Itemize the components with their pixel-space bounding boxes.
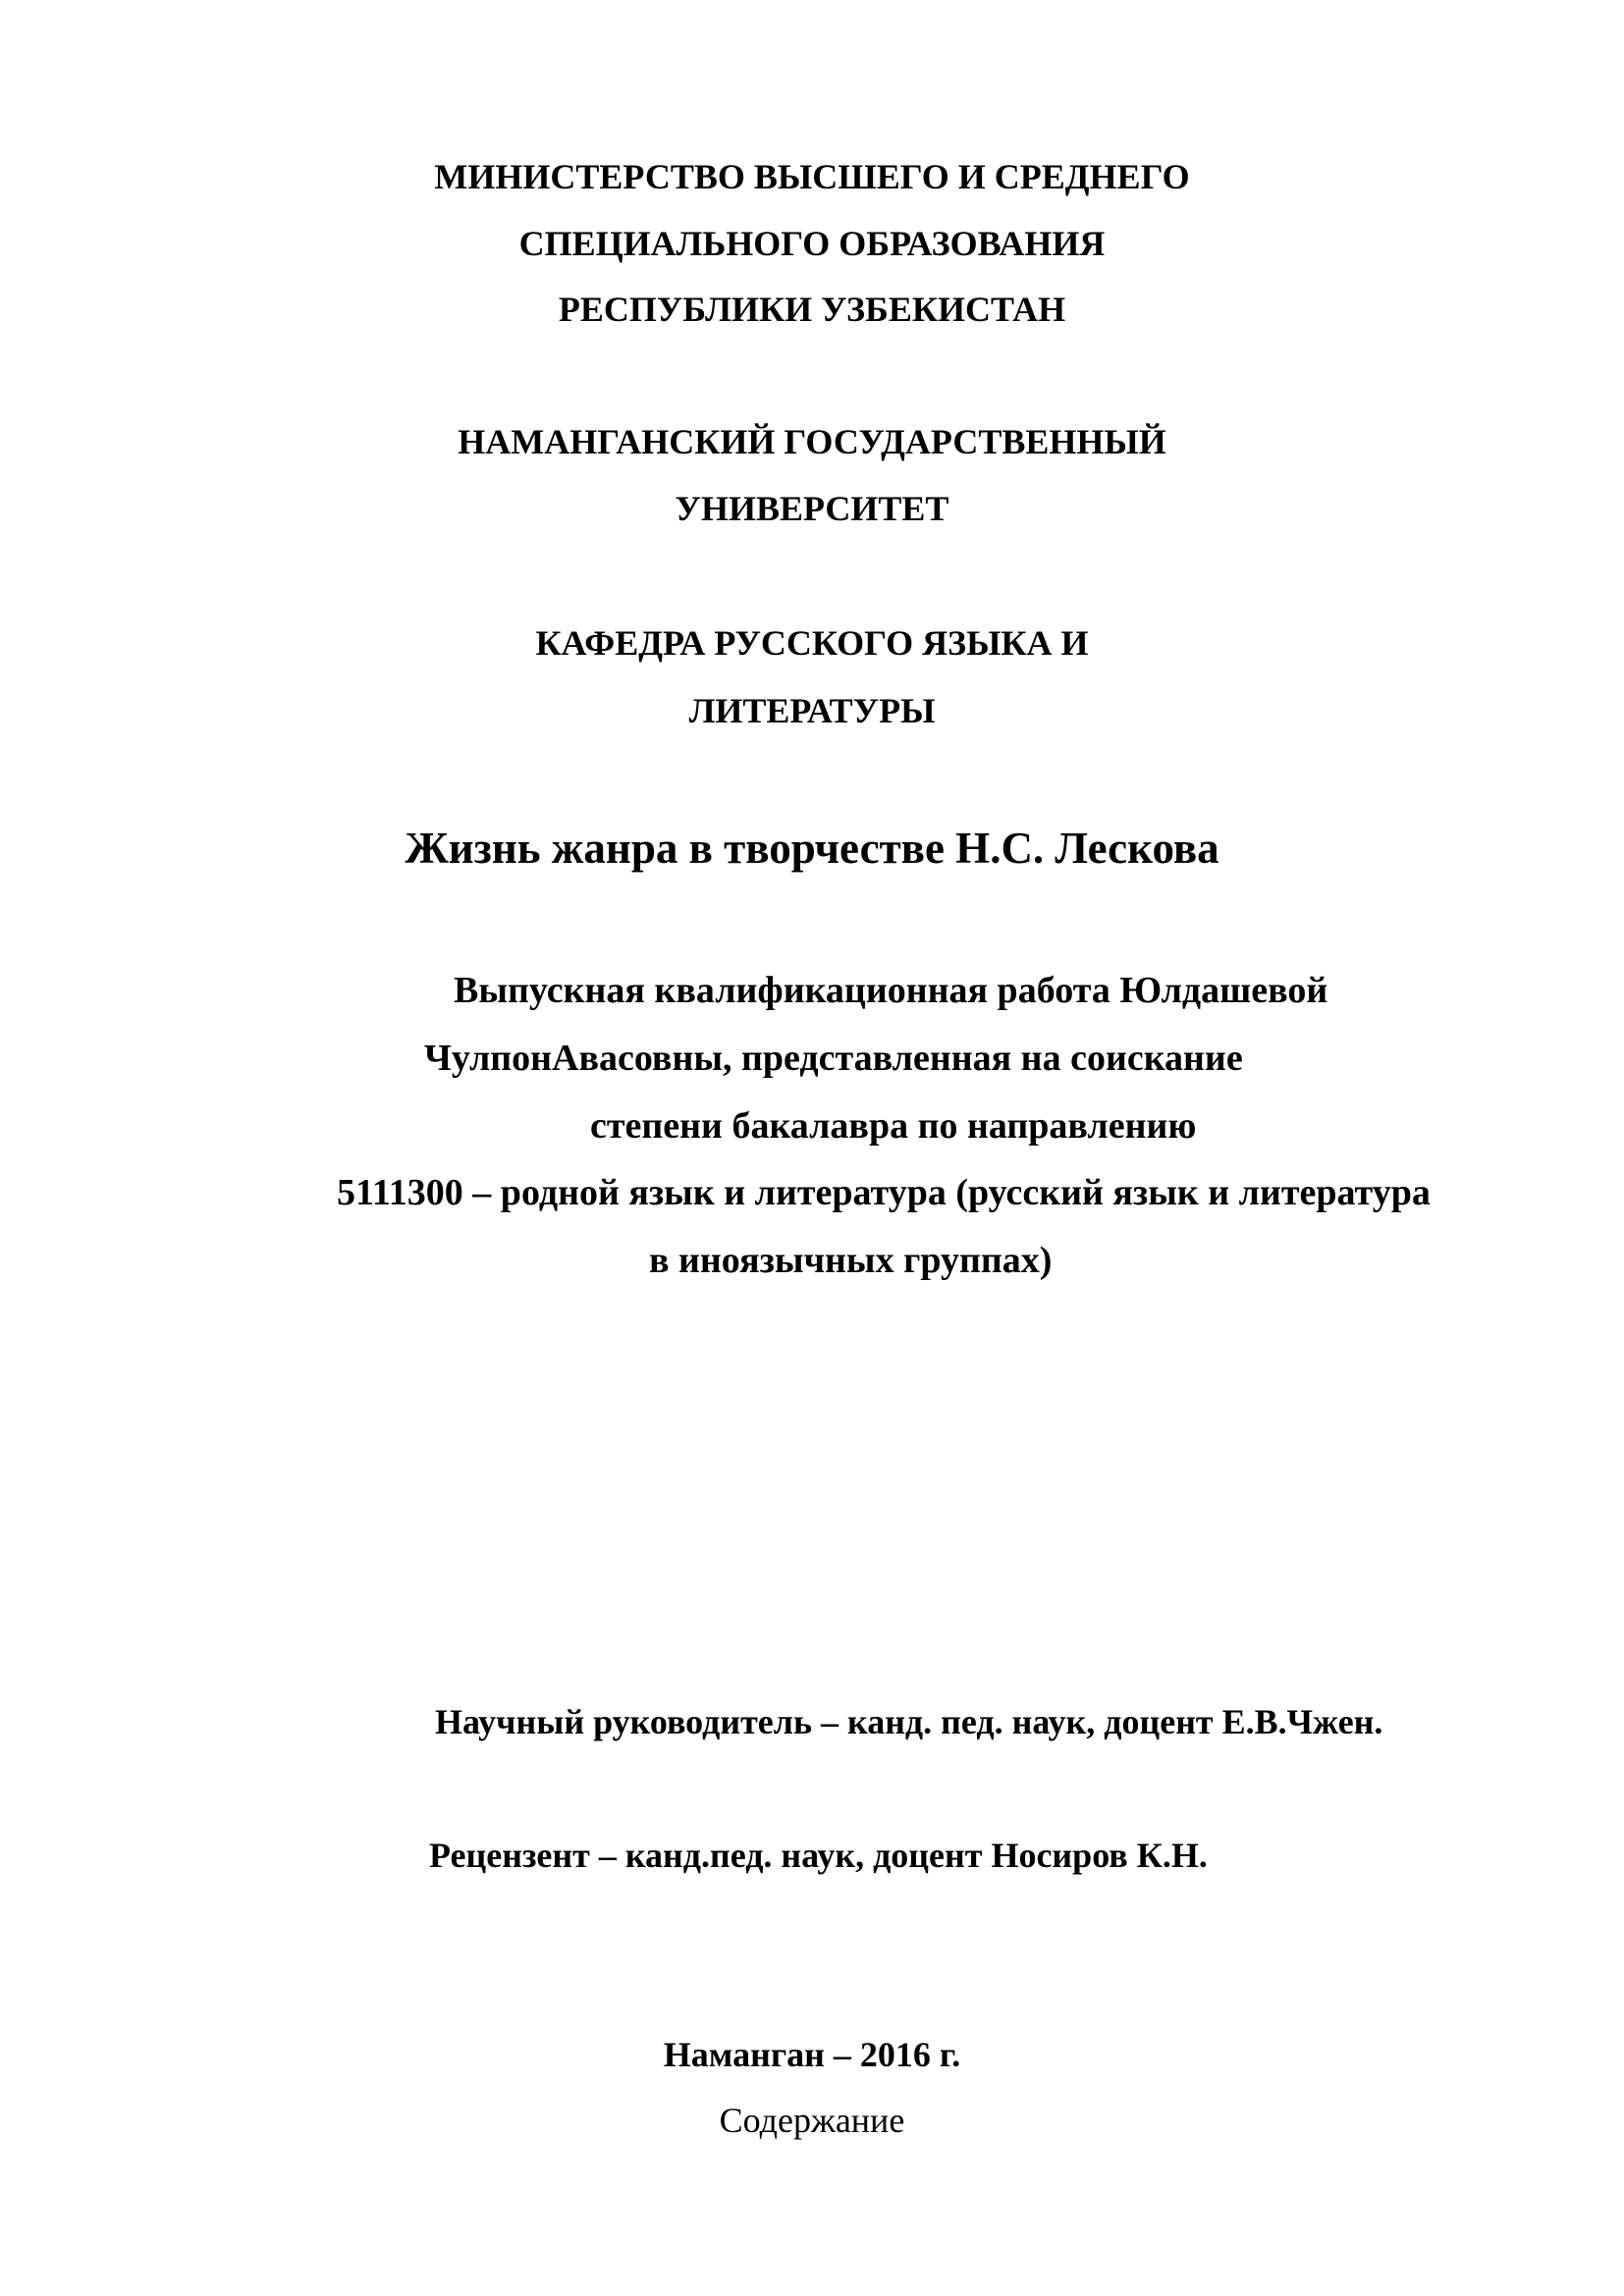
description-line-5: в иноязычных группах) [649, 1240, 1053, 1281]
description-line-4: 5111300 – родной язык и литература (русский язык и литература [337, 1172, 1431, 1213]
university-line-1: НАМАНГАНСКИЙ ГОСУДАРСТВЕННЫЙ [458, 422, 1166, 461]
department-line-1: КАФЕДРА РУССКОГО ЯЗЫКА И [535, 623, 1089, 663]
reviewer-line: Рецензент – канд.пед. наук, доцент Носиров К.Н. [429, 1836, 1208, 1875]
supervisor-line: Научный руководитель – канд. пед. наук, доцент Е.В.Чжен. [435, 1702, 1383, 1741]
ministry-line-1: МИНИСТЕРСТВО ВЫСШЕГО И СРЕДНЕГО [434, 157, 1190, 196]
thesis-title: Жизнь жанра в творчестве Н.С. Лескова [405, 824, 1219, 873]
description-line-2: ЧулпонАвасовны, представленная на соискание [424, 1038, 1243, 1079]
description-line-3: степени бакалавра по направлению [590, 1105, 1197, 1147]
ministry-line-3: РЕСПУБЛИКИ УЗБЕКИСТАН [558, 290, 1066, 329]
contents-heading: Содержание [719, 2101, 905, 2140]
city-year: Наманган – 2016 г. [663, 2035, 961, 2074]
university-line-2: УНИВЕРСИТЕТ [675, 489, 949, 528]
description-line-1: Выпускная квалификационная работа Юлдашевой [454, 970, 1328, 1011]
ministry-line-2: СПЕЦИАЛЬНОГО ОБРАЗОВАНИЯ [518, 224, 1106, 263]
department-line-2: ЛИТЕРАТУРЫ [688, 691, 936, 730]
